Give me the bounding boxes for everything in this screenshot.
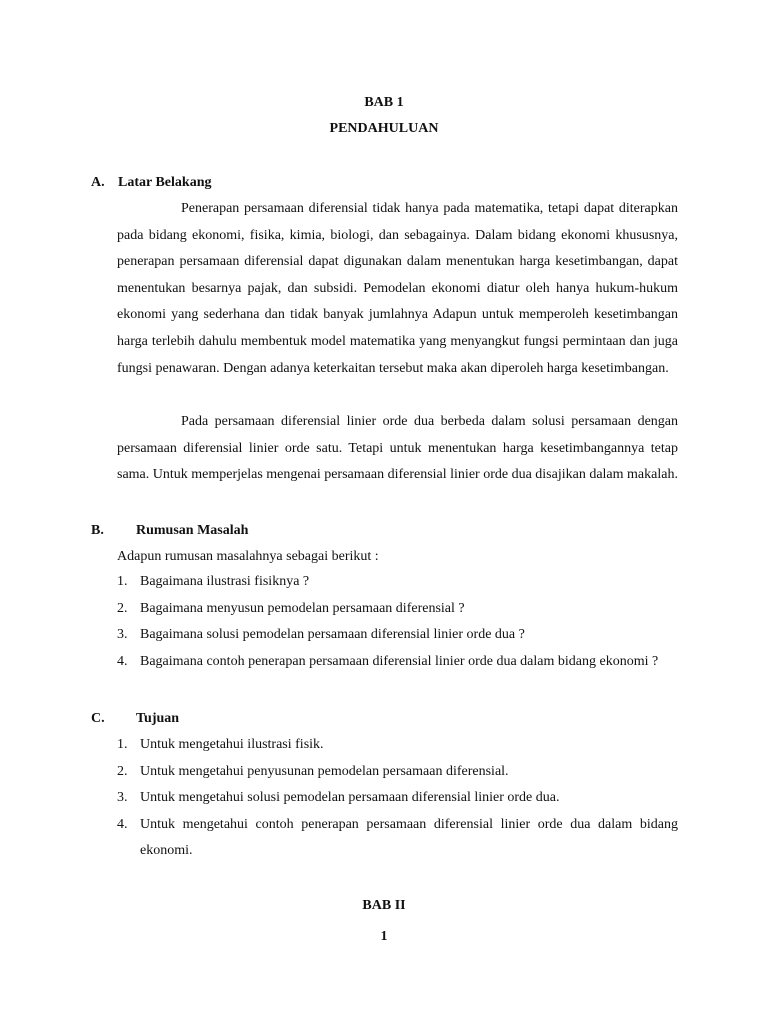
list-item bbox=[117, 596, 678, 623]
list-item-number: 3. bbox=[117, 627, 128, 643]
chapter-label: BAB 1 bbox=[364, 95, 404, 110]
list-item-text: Bagaimana solusi pemodelan persamaan diferensial linier orde dua ? bbox=[140, 627, 525, 643]
list-item-number: 4. bbox=[117, 653, 128, 669]
list-item bbox=[117, 649, 678, 676]
list-item bbox=[117, 732, 678, 759]
list-item-text: Bagaimana menyusun pemodelan persamaan diferensial ? bbox=[140, 600, 465, 616]
next-chapter-label: BAB II bbox=[362, 898, 406, 913]
section-c-title: Tujuan bbox=[136, 711, 180, 726]
list-item-text: Untuk mengetahui solusi pemodelan persamaan diferensial linier orde dua. bbox=[140, 790, 560, 806]
list-item-number: 1. bbox=[117, 574, 128, 589]
list-item-text: Bagaimana ilustrasi fisiknya ? bbox=[140, 574, 310, 589]
list-item-text: Untuk mengetahui ilustrasi fisik. bbox=[140, 737, 324, 752]
page-number: 1 bbox=[380, 929, 388, 944]
section-a-title: Latar Belakang bbox=[118, 175, 212, 190]
section-b-intro: Adapun rumusan masalahnya sebagai berikut : bbox=[117, 549, 379, 564]
list-item-number: 2. bbox=[117, 600, 128, 616]
section-b-list bbox=[117, 569, 678, 675]
list-item bbox=[117, 622, 678, 649]
section-b-letter: B. bbox=[91, 523, 104, 538]
section-c-list bbox=[117, 732, 678, 865]
list-item-number: 1. bbox=[117, 737, 128, 752]
list-item bbox=[117, 812, 678, 865]
list-item-text: Untuk mengetahui penyusunan pemodelan persamaan diferensial. bbox=[140, 763, 509, 779]
section-c-letter: C. bbox=[91, 711, 105, 726]
section-a-paragraph-1: Penerapan persamaan diferensial tidak hanya pada matematika, tetapi dapat diterapkan pada bidang ekonomi, fisika, kimia, biologi, dan sebagainya. Dalam bidang ekonomi khususnya, penerapan persamaan diferensial dapat digunakan dalam menentukan harga kesetimbangan, dapat menentukan besarnya pajak, dan subsidi. Pemodelan ekonomi diatur oleh hanya hukum-hukum ekonomi yang sederhana dan tidak banyak jumlahnya Adapun untuk memperoleh kesetimbangan harga terlebih dahulu membentuk model matematika yang menyangkut fungsi permintaan dan juga fungsi penawaran. Dengan adanya keterkaitan tersebut maka akan diperoleh harga kesetimbangan. bbox=[117, 201, 678, 376]
section-b-title: Rumusan Masalah bbox=[136, 523, 249, 538]
list-item-text: Bagaimana contoh penerapan persamaan diferensial linier orde dua dalam bidang ekonomi ? bbox=[140, 653, 659, 669]
list-item bbox=[117, 785, 678, 812]
list-item-number: 3. bbox=[117, 790, 128, 806]
list-item bbox=[117, 759, 678, 786]
list-item-number: 4. bbox=[117, 816, 128, 832]
section-a-paragraph-2: Pada persamaan diferensial linier orde dua berbeda dalam solusi persamaan dengan persamaan diferensial linier orde satu. Tetapi untuk menentukan harga kesetimbangannya tetap sama. Untuk memperjelas mengenai persamaan diferensial linier orde dua disajikan dalam makalah. bbox=[117, 414, 678, 483]
list-item-text: Untuk mengetahui contoh penerapan persamaan diferensial linier orde dua dalam bidang ekonomi. bbox=[140, 816, 678, 859]
list-item-number: 2. bbox=[117, 763, 128, 779]
chapter-title: PENDAHULUAN bbox=[329, 121, 439, 136]
list-item bbox=[117, 569, 678, 596]
section-a-letter: A. bbox=[91, 175, 105, 190]
